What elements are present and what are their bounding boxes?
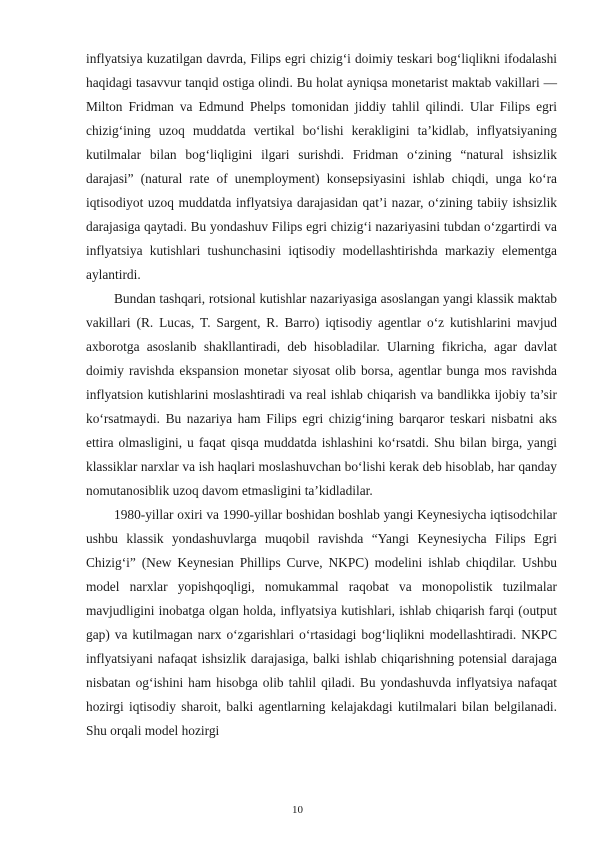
paragraph-new-classical: Bundan tashqari, rotsional kutishlar nazariyasiga asoslangan yangi klassik maktab vakillari (R. Lucas, T. Sargent, R. Barro) iqtisodiy agentlar o‘z kutishlarini mavjud axborotga asoslanib shakllantiradi, deb hisobladilar. Ularning fikricha, agar davlat doimiy ravishda ekspansion monetar siyosat olib borsa, agentlar bunga mos ravishda inflyatsion kutishlarini moslashtiradi va real ishlab chiqarish va bandlikka ijobiy ta’sir ko‘rsatmaydi. Bu nazariya ham Filips egri chizig‘ining barqaror teskari nisbatni aks ettira olmasligini, u faqat qisqa muddatda ishlashini ko‘rsatdi. Shu bilan birga, yangi klassiklar narxlar va ish haqlari moslashuvchan bo‘lishi kerak deb hisoblab, har qanday nomutanosiblik uzoq davom etmasligini ta’kidladilar. (86, 291, 557, 498)
body-text (86, 47, 557, 743)
paragraph-new-keynesian: 1980-yillar oxiri va 1990-yillar boshidan boshlab yangi Keynesiycha iqtisodchilar ushbu klassik yondashuvlarga muqobil ravishda “Yangi Keynesiycha Filips Egri Chizig‘i” (New Keynesian Phillips Curve, NKPC) modelini ishlab chiqdilar. Ushbu model narxlar yopishqoqligi, nomukammal raqobat va monopolistik tuzilmalar mavjudligini inobatga olgan holda, inflyatsiya kutishlari, ishlab chiqarish farqi (output gap) va kutilmagan narx o‘zgarishlari o‘rtasidagi bog‘liqlikni modellashtiradi. NKPC inflyatsiyani nafaqat ishsizlik darajasiga, balki ishlab chiqarishning potensial darajaga nisbatan og‘ishini ham hisobga olib tahlil qiladi. Bu yondashuvda inflyatsiya nafaqat hozirgi iqtisodiy sharoit, balki agentlarning kelajakdagi kutilmalari bilan belgilanadi. Shu orqali model hozirgi (86, 507, 557, 738)
page-number: 10 (292, 804, 303, 816)
paragraph-continued: inflyatsiya kuzatilgan davrda, Filips egri chizig‘i doimiy teskari bog‘liqlikni ifodalashi haqidagi tasavvur tanqid ostiga olindi. Bu holat ayniqsa monetarist maktab vakillari — Milton Fridman va Edmund Phelps tomonidan jiddiy tahlil qilindi. Ular Filips egri chizig‘ining uzoq muddatda vertikal bo‘lishi kerakligini ta’kidlab, inflyatsiyaning kutilmalar bilan bog‘liqligini ilgari surishdi. Fridman o‘zining “natural ishsizlik darajasi” (natural rate of unemployment) konsepsiyasini ishlab chiqdi, unga ko‘ra iqtisodiyot uzoq muddatda inflyatsiya darajasidan qat’i nazar, o‘zining tabiiy ishsizlik darajasiga qaytadi. Bu yondashuv Filips egri chizig‘i nazariyasini tubdan o‘zgartirdi va inflyatsiya kutishlari tushunchasini iqtisodiy modellashtirishda markaziy elementga aylantirdi. (86, 51, 557, 282)
